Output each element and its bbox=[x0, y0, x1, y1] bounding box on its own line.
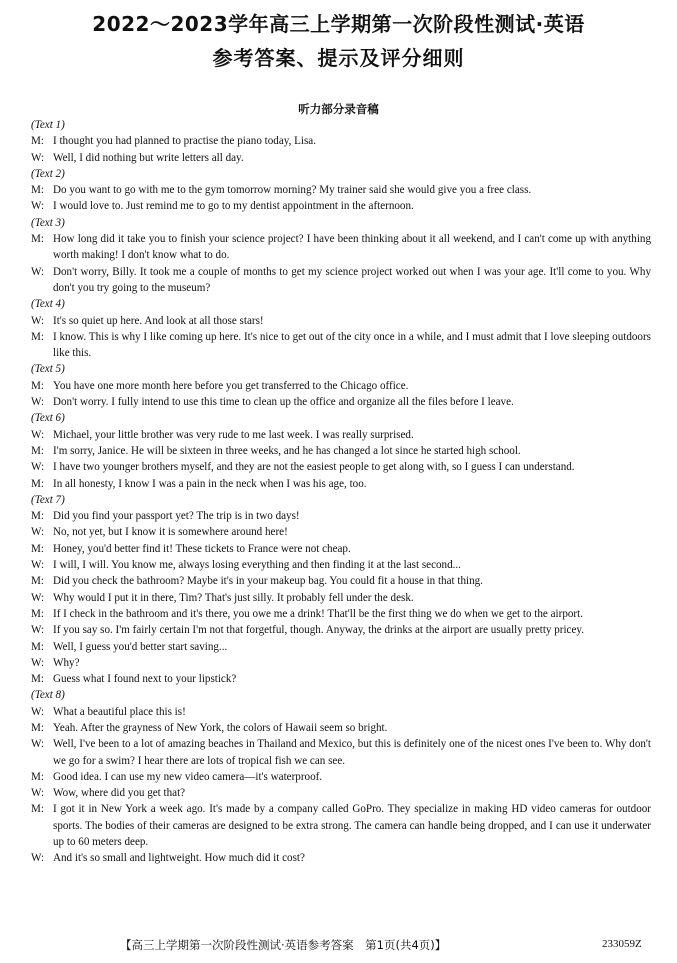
utterance-text: If you say so. I'm fairly certain I'm not that forgetful, though. Anyway, the drinks at the airport are usually pretty pricey. bbox=[53, 624, 585, 637]
speaker-label: W: bbox=[31, 461, 45, 474]
utterance-text: Well, I've been to a lot of amazing beaches in Thailand and Mexico, but this is definitely one of the nicest ones I've been to. Why don't we go for a swim? I hear there are lots of tropical fish we can see. bbox=[53, 738, 651, 767]
speaker-label: M: bbox=[31, 510, 44, 523]
utterance-text: I thought you had planned to practise the piano today, Lisa. bbox=[53, 135, 316, 148]
dialogue-line bbox=[31, 785, 651, 801]
text-heading: (Text 8) bbox=[31, 689, 65, 702]
speaker-label: M: bbox=[31, 444, 44, 457]
dialogue-line bbox=[31, 459, 651, 475]
speaker-label: W: bbox=[31, 705, 45, 718]
dialogue-line bbox=[31, 655, 651, 671]
dialogue-line bbox=[31, 427, 651, 443]
dialogue-line bbox=[31, 182, 651, 198]
dialogue-line bbox=[31, 769, 651, 785]
speaker-label: W: bbox=[31, 624, 45, 637]
speaker-label: W: bbox=[31, 151, 45, 164]
utterance-text: Did you check the bathroom? Maybe it's in your makeup bag. You could fit a house in that thing. bbox=[53, 575, 483, 588]
utterance-text: Wow, where did you get that? bbox=[53, 787, 186, 800]
title-line-1: 2022～2023学年高三上学期第一次阶段性测试·英语 bbox=[92, 12, 585, 36]
utterance-text: Honey, you'd better find it! These tickets to France were not cheap. bbox=[53, 542, 351, 555]
utterance-text: Don't worry, Billy. It took me a couple of months to get my science project worked out when I was your age. It'll come to you. Why don't you try going to the museum? bbox=[53, 265, 651, 294]
utterance-text: Do you want to go with me to the gym tomorrow morning? My trainer said she would give you a free class. bbox=[53, 184, 532, 197]
section-heading: 听力部分录音稿 bbox=[298, 102, 379, 116]
utterance-text: Don't worry. I fully intend to use this time to clean up the office and organize all the files before I leave. bbox=[53, 396, 514, 409]
dialogue-line bbox=[31, 590, 651, 606]
dialogue-line bbox=[31, 704, 651, 720]
document-code: 233059Z bbox=[602, 938, 642, 950]
speaker-label: W: bbox=[31, 265, 45, 278]
text-heading: (Text 7) bbox=[31, 493, 65, 506]
speaker-label: W: bbox=[31, 559, 45, 572]
dialogue-line bbox=[31, 801, 651, 850]
transcript bbox=[31, 117, 651, 867]
title-line-2: 参考答案、提示及评分细则 bbox=[212, 46, 465, 70]
speaker-label: W: bbox=[31, 526, 45, 539]
utterance-text: I'm sorry, Janice. He will be sixteen in three weeks, and he has changed a lot since he started high school. bbox=[53, 444, 521, 457]
speaker-label: W: bbox=[31, 591, 45, 604]
utterance-text: I will, I will. You know me, always losing everything and then finding it at the last second... bbox=[53, 559, 461, 572]
speaker-label: M: bbox=[31, 542, 44, 555]
utterance-text: Guess what I found next to your lipstick? bbox=[53, 673, 237, 686]
speaker-label: M: bbox=[31, 803, 44, 816]
dialogue-line bbox=[31, 264, 651, 297]
speaker-label: M: bbox=[31, 721, 44, 734]
text-heading: (Text 5) bbox=[31, 363, 65, 376]
speaker-label: M: bbox=[31, 575, 44, 588]
utterance-text: I know. This is why I like coming up here. It's nice to get out of the city once in a while, and I must admit that I love sleeping outdoors like this. bbox=[53, 330, 651, 360]
utterance-text: How long did it take you to finish your science project? I have been thinking about it all weekend, and I can't come up with anything worth making! I don't know what to do. bbox=[53, 233, 651, 262]
dialogue-line bbox=[31, 394, 651, 410]
speaker-label: W: bbox=[31, 314, 45, 327]
dialogue-line bbox=[31, 198, 651, 214]
dialogue-line bbox=[31, 573, 651, 589]
utterance-text: What a beautiful place this is! bbox=[53, 705, 186, 718]
dialogue-line bbox=[31, 671, 651, 687]
utterance-text: Why? bbox=[53, 656, 80, 669]
text-heading: (Text 1) bbox=[31, 119, 65, 131]
speaker-label: M: bbox=[31, 607, 44, 620]
dialogue-line bbox=[31, 150, 651, 166]
utterance-text: Well, I guess you'd better start saving... bbox=[53, 640, 228, 653]
speaker-label: W: bbox=[31, 200, 45, 213]
dialogue-line bbox=[31, 378, 651, 394]
text-heading: (Text 6) bbox=[31, 412, 65, 425]
speaker-label: M: bbox=[31, 330, 44, 343]
text-heading: (Text 2) bbox=[31, 167, 65, 180]
utterance-text: I got it in New York a week ago. It's made by a company called GoPro. They specialize in making HD video cameras for outdoor sports. The bodies of their cameras are designed to be extra strong. The camera can handle being dropped, and I can use it underwater up to 60 meters deep. bbox=[53, 803, 651, 849]
utterance-text: No, not yet, but I know it is somewhere around here! bbox=[53, 526, 288, 539]
speaker-label: M: bbox=[31, 640, 44, 653]
utterance-text: I have two younger brothers myself, and they are not the easiest people to get along with, so I guess I can understand. bbox=[53, 461, 575, 474]
speaker-label: M: bbox=[31, 184, 44, 197]
utterance-text: Yeah. After the grayness of New York, the colors of Hawaii seem so bright. bbox=[53, 721, 388, 734]
utterance-text: If I check in the bathroom and it's there, you owe me a drink! That'll be the first thing we do when we get to the airport. bbox=[53, 607, 583, 620]
speaker-label: M: bbox=[31, 233, 44, 246]
speaker-label: W: bbox=[31, 738, 45, 751]
dialogue-line bbox=[31, 329, 651, 362]
utterance-text: Why would I put it in there, Tim? That's just silly. It probably fell under the desk. bbox=[53, 591, 414, 604]
text-heading: (Text 4) bbox=[31, 298, 65, 311]
dialogue-line bbox=[31, 622, 651, 638]
speaker-label: W: bbox=[31, 428, 45, 441]
dialogue-line bbox=[31, 476, 651, 492]
dialogue-line bbox=[31, 443, 651, 459]
dialogue-line bbox=[31, 313, 651, 329]
speaker-label: M: bbox=[31, 135, 44, 148]
utterance-text: Well, I did nothing but write letters all day. bbox=[53, 151, 244, 164]
dialogue-line bbox=[31, 557, 651, 573]
dialogue-line bbox=[31, 639, 651, 655]
text-heading: (Text 3) bbox=[31, 216, 65, 229]
utterance-text: It's so quiet up here. And look at all those stars! bbox=[53, 314, 264, 327]
utterance-text: You have one more month here before you get transferred to the Chicago office. bbox=[53, 379, 409, 392]
dialogue-line bbox=[31, 606, 651, 622]
speaker-label: W: bbox=[31, 787, 45, 800]
speaker-label: W: bbox=[31, 656, 45, 669]
utterance-text: And it's so small and lightweight. How much did it cost? bbox=[53, 852, 305, 865]
dialogue-line bbox=[31, 736, 651, 769]
speaker-label: M: bbox=[31, 379, 44, 392]
utterance-text: Good idea. I can use my new video camera—it's waterproof. bbox=[53, 770, 323, 783]
utterance-text: In all honesty, I know I was a pain in the neck when I was his age, too. bbox=[53, 477, 367, 490]
dialogue-line bbox=[31, 720, 651, 736]
speaker-label: W: bbox=[31, 396, 45, 409]
utterance-text: Michael, your little brother was very rude to me last week. I was really surprised. bbox=[53, 428, 414, 441]
page-footer: 【高三上学期第一次阶段性测试·英语参考答案 第1页(共4页)】 bbox=[120, 938, 447, 952]
speaker-label: W: bbox=[31, 852, 45, 865]
speaker-label: M: bbox=[31, 477, 44, 490]
dialogue-line bbox=[31, 231, 651, 264]
utterance-text: Did you find your passport yet? The trip is in two days! bbox=[53, 510, 300, 523]
dialogue-line bbox=[31, 524, 651, 540]
dialogue-line bbox=[31, 508, 651, 524]
speaker-label: M: bbox=[31, 673, 44, 686]
speaker-label: M: bbox=[31, 770, 44, 783]
utterance-text: I would love to. Just remind me to go to my dentist appointment in the afternoon. bbox=[53, 200, 414, 213]
dialogue-line bbox=[31, 850, 651, 866]
dialogue-line bbox=[31, 133, 651, 149]
dialogue-line bbox=[31, 541, 651, 557]
